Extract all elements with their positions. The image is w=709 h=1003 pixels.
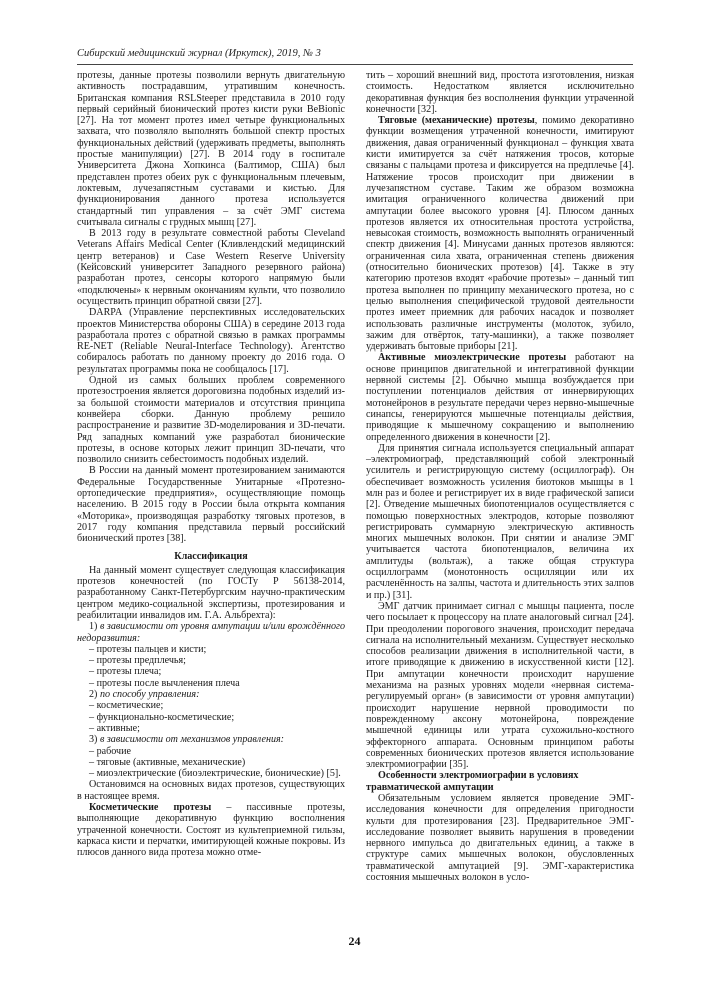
paragraph-text: – пассивные протезы, выполняющие декоративную функцию восполнения утраченной конечности. Состоят из культеприемной гильзы, каркаса кисти и перчатки, имитирующей кожные покровы. Из плюсов данного вида протеза можно отме-	[77, 802, 345, 859]
list-heading	[77, 689, 345, 700]
list-heading	[77, 621, 345, 644]
paragraph: Обязательным условием является проведение ЭМГ-исследования конечности для определения пригодности культи для протезирования [23]. Предварительное ЭМГ-исследование позволяет выявить нарушения в проведении нервного импульса до двигательных единиц, а также в структуре самих мышечных волокон, обусловленных травматической ампутацией [9]. ЭМГ-характеристика состояния мышечных волокон в усло-	[366, 793, 634, 884]
list-item: – протезы плеча;	[89, 666, 162, 678]
paragraph-text: работают на основе принципов двигательной и интегративной функции нервной системы [2]. Обычно мышца возбуждается при поступлении потенциалов действия от иннервирующих мотонейронов в результате передачи через нервно-мышечные синапсы, генерируются мышечные потенциалы действия, приводящие к мышечному сокращению и выполнению определенного движения в конечности [2].	[366, 352, 635, 443]
paragraph	[366, 115, 634, 352]
list-item: – тяговые (активные, механические)	[89, 756, 246, 768]
paragraph: ЭМГ датчик принимает сигнал с мышцы пациента, после чего посылает к процессору на плате аналоговый сигнал [24]. При преодолении порогового значения, происходит передача сигнала на исполнительный механизм. Существует несколько способов реализации движения в исполнительной части, в итоге приводящие к движению в искусственной кисти [12]. При ампутации конечности происходит нарушение механизма на разных уровнях модели «нервная система- регулируемый орган» (в зависимости от уровня ампутации) происходит нарушение нервной проводимости по поврежденному аксону мотонейрона, повреждение мышечной единицы или утрата сухожильно-костного эффекторного аппарата. Основным принципом работы современных бионических протезов является использование электромиографии [35].	[366, 600, 634, 771]
right-column	[366, 70, 634, 883]
term-lead: Активные миоэлектрические протезы	[378, 352, 567, 364]
paragraph: В 2013 году в результате совместной работы Cleveland Veterans Affairs Medical Center (Кливлендский медицинский центр ветеранов) и Case Western Reserve University (Кейсовский университет Западного резервного района) разработан протез, сенсоры которого напрямую были «подключены» к нервным окончаниям культи, что позволило осуществить принцип обратной связи [27].	[77, 228, 345, 307]
left-column	[77, 70, 345, 858]
list-title: в зависимости от уровня ампутации и/или врождённого недоразвития:	[77, 621, 345, 644]
list-item: – протезы после вычленения плеча	[89, 677, 240, 689]
term-lead: Тяговые (механические) протезы	[378, 115, 535, 127]
paragraph: Остановимся на основных видах протезов, существующих в настоящее время.	[77, 779, 345, 802]
list-item: – миоэлектрические (биоэлектрические, бионические) [5].	[89, 768, 341, 780]
header-rule	[77, 64, 633, 65]
paragraph	[366, 352, 634, 442]
paragraph: тить – хороший внешний вид, простота изготовления, низкая стоимость. Недостатком является исключительно декоративная функция без восполнения функции утраченной конечности [32].	[366, 70, 634, 115]
list-item: – активные;	[89, 722, 140, 734]
list-title: в зависимости от механизмов управления:	[99, 734, 285, 746]
paragraph: протезы, данные протезы позволили вернуть двигательную активность пострадавшим, утратившим конечность. Британская компания RSLSteeper представила в 2010 году первый серийный бионический протез кисти руки BeBionic [27]. На тот момент протез имел четыре функциональных захвата, что позволяло выполнять большой спектр простых функциональных действий (удерживать предметы, выполнять простые манипуляции) [27]. В 2014 году в госпитале Университета Джона Хопкинса (Балтимор, США) был представлен протез обеих рук с функциональным плечевым, локтевым, лучезапястным суставами и кистью. Для функционирования данного протеза используется стандартный тип управления – за счёт ЭМГ система считывала сигналы с грудных мышц [27].	[77, 70, 345, 228]
list-item: – функционально-косметические;	[89, 711, 235, 723]
paragraph	[77, 802, 345, 858]
list-item: – рабочие	[89, 745, 131, 757]
list-item: – протезы предплечья;	[89, 655, 186, 667]
list-item: – протезы пальцев и кисти;	[89, 643, 207, 655]
paragraph: DARPA (Управление перспективных исследовательских проектов Министерства обороны США) в середине 2013 года разработала протез с обратной связью в рамках программы RE-NET (Reliable Neural-Interface Technology). Агентство собиралось работать по данному проекту до 2016 года. О результатах программы пока не сообщалось [17].	[77, 307, 345, 375]
page-number: 24	[348, 934, 361, 948]
list-number: 2)	[89, 689, 98, 701]
list-number: 3)	[89, 734, 98, 746]
section-heading: Классификация	[174, 551, 248, 563]
list-number: 1)	[89, 621, 98, 633]
paragraph: Для принятия сигнала используется специальный аппарат –электромиограф, представляющий собой электронный усилитель и регистрирующую систему (осциллограф). Он обеспечивает возможность усиления биотоков мышцы в 1 млн раз и более и регистрирует их в виде графической записи [2]. Отведение мышечных биопотенциалов осуществляется с помощью поверхностных электродов, которые позволяют регистрировать суммарную электрическую активность многих мышечных волокон. При снятии и анализе ЭМГ учитывается частота биопотенциалов, величина их амплитуды (вольтаж), а также общая структура осциллограмм (монотонность осцилляции или их расчленённость на залпы, частота и длительность этих залпов и пр.) [31].	[366, 442, 634, 601]
list-title: по способу управления:	[99, 689, 200, 701]
section-heading: Особенности электромиографии в условиях травматической ампутации	[366, 770, 579, 793]
paragraph: На данный момент существует следующая классификация протезов конечностей (по ГОСТу Р 56138-2014, разработанному Санкт-Петербургским научно-практическим центром медико-социальной экспертизы, протезирования и реабилитации инвалидов им. Г.А. Альбрехта):	[77, 564, 345, 621]
running-header: Сибирский медицинский журнал (Иркутск), 2019, № 3	[77, 48, 321, 59]
list-heading	[77, 734, 345, 745]
list-item: – косметические;	[89, 700, 164, 712]
paragraph: Одной из самых больших проблем современного протезостроения является дороговизна подобных изделий из-за большой стоимости материалов и отсутствия принципа конвейера сборки. Данную проблему решило распространение и развитие 3D-моделирования и 3D-печати. Ряд западных компаний уже разработал бионические протезы, в основе которых лежит принцип 3D-печати, что позволило снизить себестоимость подобных изделий.	[77, 375, 345, 466]
paragraph: В России на данный момент протезированием занимаются Федеральные Государственные Унитарные «Протезно-ортопедические предприятия», осуществляющие помощь населению. В 2015 году в России была открыта компания «Моторика», производящая разработку тяговых протезов, в 2017 году компания представила первый российский бионический протез [38].	[77, 465, 345, 545]
paragraph-text: , помимо декоративно функции возмещения утраченной конечности, имитируют движения, давая ограниченный функционал – функция хвата кисти имитируется за счёт натяжения тросов, которые связаны с пальцами протеза и фиксируется на предплечье [4]. Натяжение тросов происходит при движении в лучезапястном суставе. Таким же образом возможна имитация ограниченного количества движений при ампутации более высокого уровня [4]. Плюсом данных протезов является их относительная простота устройства, невысокая стоимость, возможность выполнять ограниченный спектр движения [4]. Минусами данных протезов являются: ограниченная сила хвата, ограниченная степень движения (относительно бионических протезов) [4]. Также в эту категорию протезов входят «рабочие протезы» – данный тип протеза выполнен по принципу механического протеза, но с целью выполнения специфической трудовой деятельности протез имеет приемник для рабочих насадок и позволяет использовать различные инструменты (молоток, зубило, зажим для отвёрток, тату-машинки), а также позволяет удерживать бытовые приборы [21].	[366, 115, 634, 353]
term-lead: Косметические протезы	[89, 802, 212, 813]
